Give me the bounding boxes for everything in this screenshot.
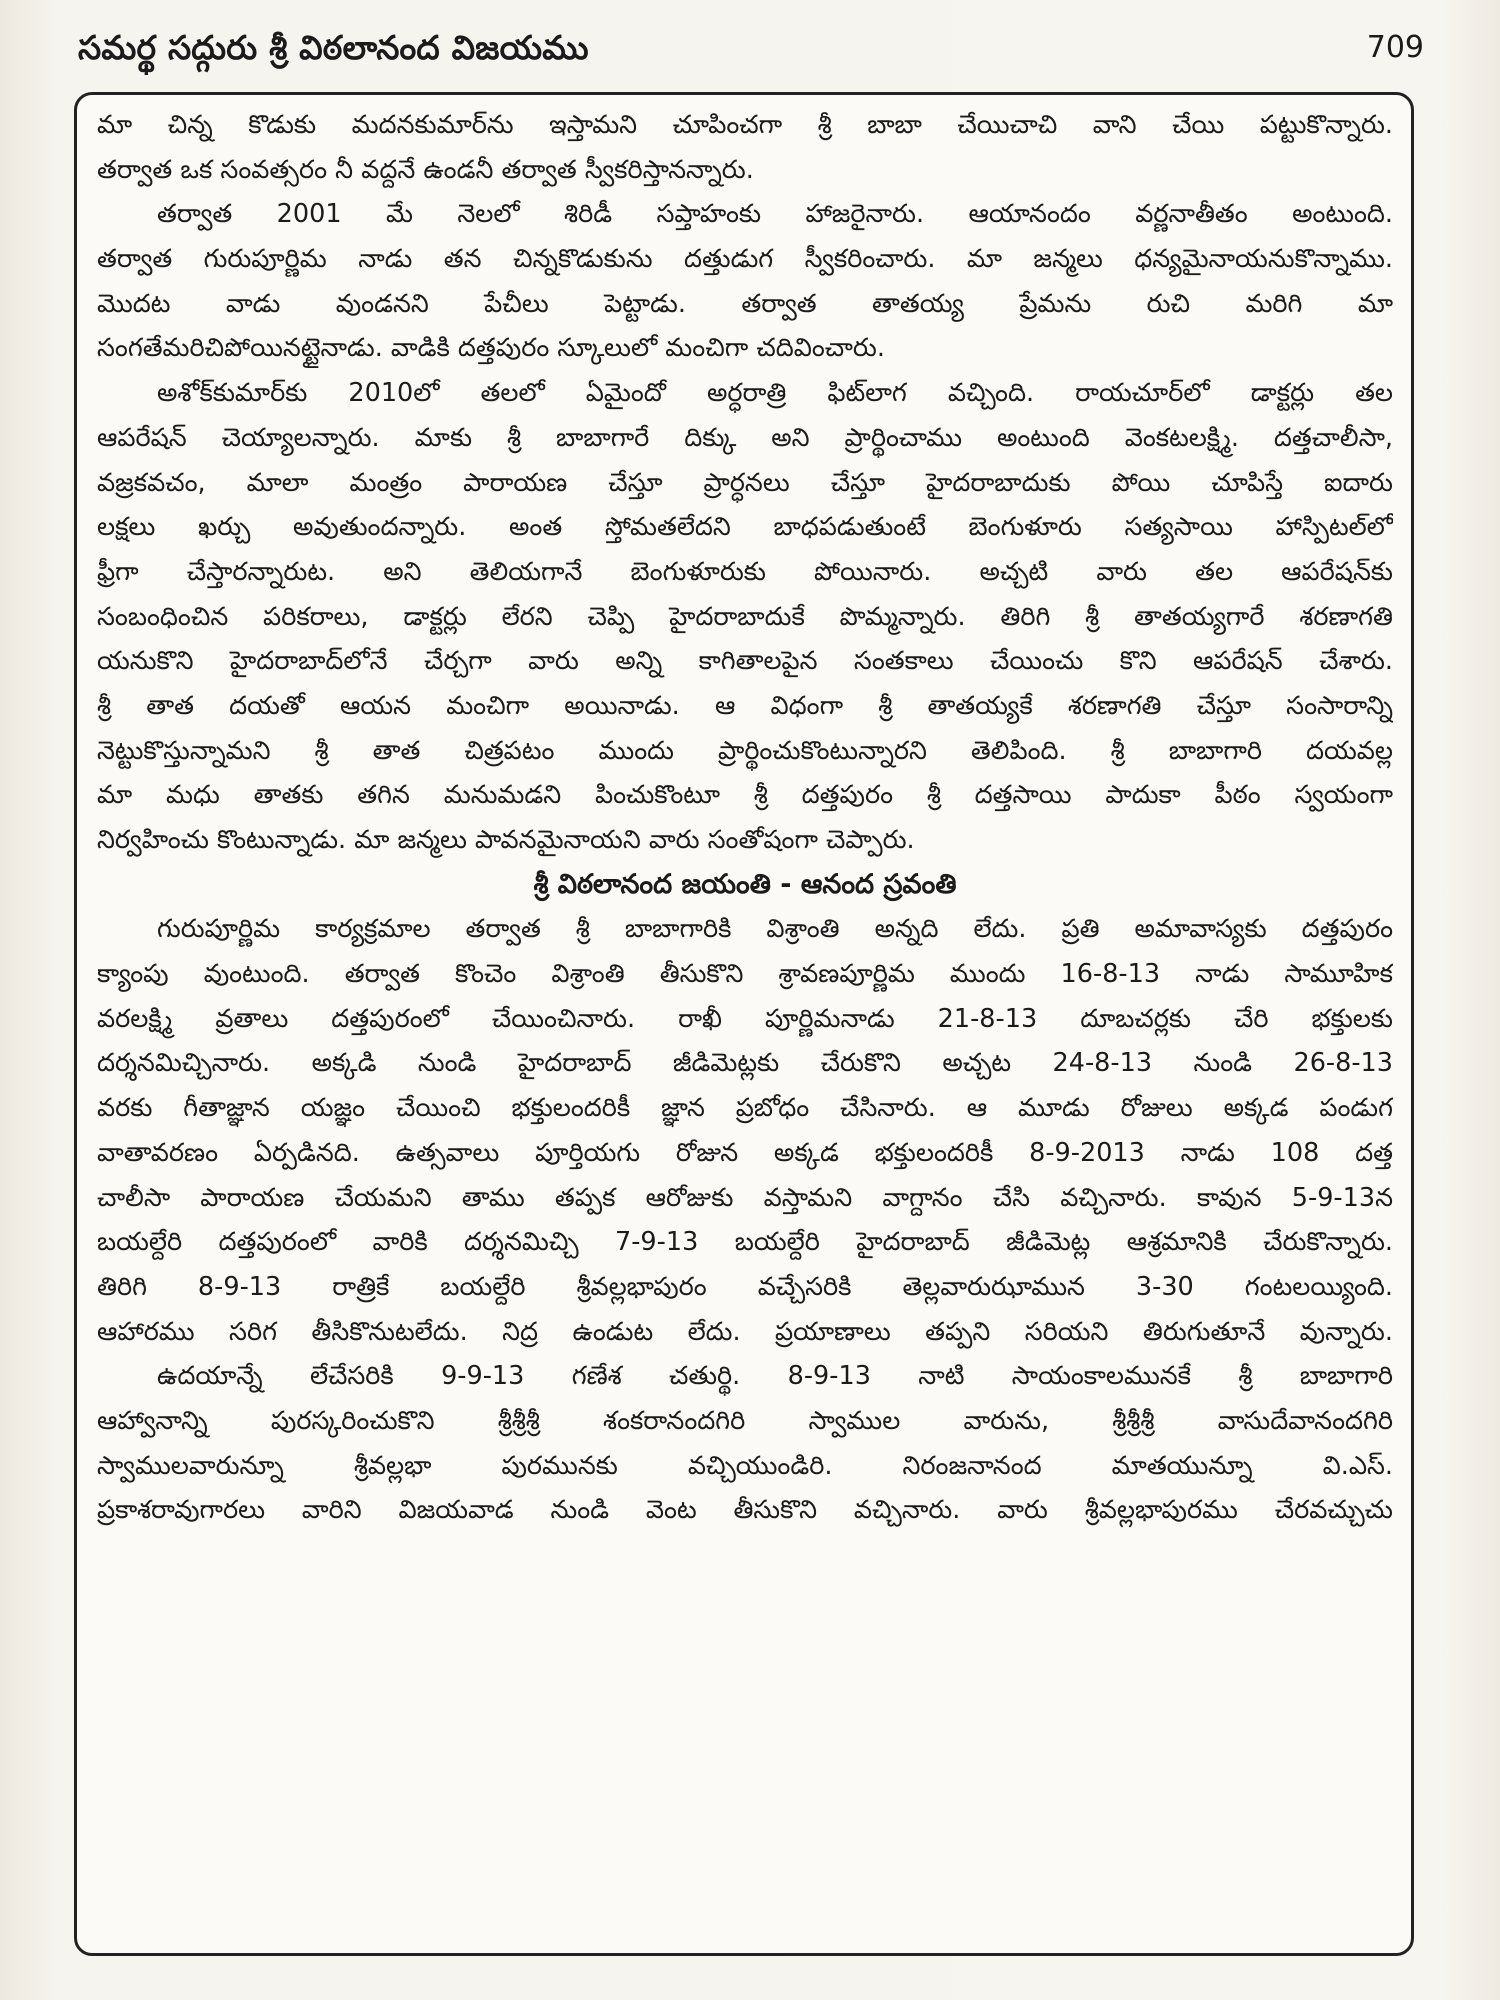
text-line: యనుకొని హైదరాబాద్‌లోనే చేర్చగా వారు అన్ని కాగితాలపైన సంతకాలు చేయించు కొని ఆపరేషన్ చేశారు. (97, 646, 1393, 677)
text-line: ఆపరేషన్ చెయ్యాలన్నారు. మాకు శ్రీ బాబాగారే దిక్కు అని ప్రార్థించాము అంటుంది వెంకటలక్ష్మి. దత్తచాలీసా, (97, 422, 1393, 453)
text-line: లక్షలు ఖర్చు అవుతుందన్నారు. అంత స్తోమతలేదని బాధపడుతుంటే బెంగుళూరు సత్యసాయి హాస్పిటల్‌లో (97, 512, 1393, 543)
text-line: తర్వాత గురుపూర్ణిమ నాడు తన చిన్నకొడుకును దత్తుడుగ స్వీకరించారు. మా జన్మలు ధన్యమైనాయనుకొన్నాము. (97, 244, 1393, 275)
text-line: వరలక్ష్మి వ్రతాలు దత్తపురంలో చేయించినారు. రాఖీ పూర్ణిమనాడు 21-8-13 దూబచర్లకు చేరి భక్తులకు (97, 1003, 1393, 1034)
text-line: వాతావరణం ఏర్పడినది. ఉత్సవాలు పూర్తియగు రోజున అక్కడ భక్తులందరికీ 8-9-2013 నాడు 108 దత్త (97, 1137, 1393, 1168)
page-number: 709 (1366, 30, 1424, 65)
text-line: మా మధు తాతకు తగిన మనుమడని పించుకొంటూ శ్రీ దత్తపురం శ్రీ దత్తసాయి పాదుకా పీఠం స్వయంగా (97, 780, 1393, 811)
text-line: నిర్వహించు కొంటున్నాడు. మా జన్మలు పావనమైనాయని వారు సంతోషంగా చెప్పారు. (97, 825, 915, 855)
text-line: మా చిన్న కొడుకు మదనకుమార్‌ను ఇస్తామని చూపించగా శ్రీ బాబా చేయిచాచి వాని చేయి పట్టుకొన్నారు. (97, 110, 1393, 140)
book-title: సమర్థ సద్గురు శ్రీ విఠలానంద విజయము (78, 28, 589, 67)
text-line: శ్రీ తాత దయతో ఆయన మంచిగా అయినాడు. ఆ విధంగా శ్రీ తాతయ్యకే శరణాగతి చేస్తూ సంసారాన్ని (97, 690, 1393, 721)
text-line: చాలీసా పారాయణ చేయమని తాము తప్పక ఆరోజుకు వస్తామని వాగ్దానం చేసి వచ్చినారు. కావున 5-9-13న (97, 1182, 1393, 1213)
text-line: ఫ్రీగా చేస్తారన్నారుట. అని తెలియగానే బెంగుళూరుకు పోయినారు. అచ్చటి వారు తల ఆపరేషన్‌కు (97, 556, 1393, 587)
text-line: సంగతేమరిచిపోయినట్టైనాడు. వాడికి దత్తపురం స్కూలులో మంచిగా చదివించారు. (97, 333, 885, 364)
text-line: సంబంధించిన పరికరాలు, డాక్టర్లు లేరని చెప్పి హైదరాబాదుకే పొమ్మన్నారు. తిరిగి శ్రీ తాతయ్యగారే శరణాగతి (97, 601, 1393, 632)
text-line: ఆహ్వానాన్ని పురస్కరించుకొని శ్రీశ్రీశ్రీ శంకరానందగిరి స్వాముల వారును, శ్రీశ్రీశ్రీ వాసుదేవానందగిరి (97, 1405, 1393, 1436)
body-text (97, 103, 1393, 1533)
text-line: గురుపూర్ణిమ కార్యక్రమాల తర్వాత శ్రీ బాబాగారికి విశ్రాంతి అన్నది లేదు. ప్రతి అమావాస్యకు దత్తపురం (157, 914, 1393, 945)
text-line: బయల్దేరి దత్తపురంలో వారికి దర్శనమిచ్చి 7-9-13 బయల్దేరి హైదరాబాద్ జీడిమెట్ల ఆశ్రమానికి చేరుకొన్నారు. (97, 1227, 1393, 1258)
text-line: నెట్టుకొస్తున్నామని శ్రీ తాత చిత్రపటం ముందు ప్రార్థించుకొంటున్నారని తెలిపింది. శ్రీ బాబాగారి దయవల్ల (97, 735, 1393, 766)
text-line: స్వాములవారున్నూ శ్రీవల్లభా పురమునకు వచ్చియుండిరి. నిరంజనానంద మాతయున్నూ వి.ఎస్. (97, 1450, 1393, 1481)
text-line: మొదట వాడు వుండనని పేచీలు పెట్టాడు. తర్వాత తాతయ్య ప్రేమను రుచి మరిగి మా (97, 288, 1393, 319)
section-heading: శ్రీ విఠలానంద జయంతి - ఆనంద స్రవంతి (533, 868, 957, 900)
text-line: ప్రకాశరావుగారలు వారిని విజయవాడ నుండి వెంట తీసుకొని వచ్చినారు. వారు శ్రీవల్లభాపురము చేరవచ్చుచు (97, 1495, 1393, 1526)
text-line: ఆహారము సరిగ తీసికొనుటలేదు. నిద్ర ఉండుట లేదు. ప్రయాణాలు తప్పని సరియని తిరుగుతూనే వున్నారు. (97, 1316, 1393, 1347)
text-line: వరకు గీతాజ్ఞాన యజ్ఞం చేయించి భక్తులందరికీ జ్ఞాన ప్రబోధం చేసినారు. ఆ మూడు రోజులు అక్కడ పండుగ (97, 1093, 1393, 1124)
text-line: ఉదయాన్నే లేచేసరికి 9-9-13 గణేశ చతుర్థి. 8-9-13 నాటి సాయంకాలమునకే శ్రీ బాబాగారి (157, 1361, 1393, 1392)
text-frame (74, 92, 1414, 1956)
text-line: తిరిగి 8-9-13 రాత్రికే బయల్దేరి శ్రీవల్లభాపురం వచ్చేసరికి తెల్లవారుఝామున 3-30 గంటలయ్యింది. (97, 1271, 1393, 1302)
running-header (78, 28, 1424, 84)
text-line: దర్శనమిచ్చినారు. అక్కడి నుండి హైదరాబాద్ జీడిమెట్లకు చేరుకొని అచ్చట 24-8-13 నుండి 26-8-13 (97, 1048, 1393, 1079)
text-line: వజ్రకవచం, మాలా మంత్రం పారాయణ చేస్తూ ప్రార్ధనలు చేస్తూ హైదరాబాదుకు పోయి చూపిస్తే ఐదారు (97, 467, 1393, 498)
text-line: క్యాంపు వుంటుంది. తర్వాత కొంచెం విశ్రాంతి తీసుకొని శ్రావణపూర్ణిమ ముందు 16-8-13 నాడు సామూహిక (97, 959, 1393, 990)
text-line: తర్వాత ఒక సంవత్సరం నీ వద్దనే ఉండనీ తర్వాత స్వీకరిస్తానన్నారు. (97, 154, 754, 185)
text-line: తర్వాత 2001 మే నెలలో శిరిడీ సప్తాహంకు హాజరైనారు. ఆయానందం వర్ణనాతీతం అంటుంది. (157, 199, 1393, 230)
text-line: అశోక్‌కుమార్‌కు 2010లో తలలో ఏమైందో అర్ధరాత్రి ఫిట్‌లాగ వచ్చింది. రాయచూర్‌లో డాక్టర్లు తల (157, 378, 1393, 409)
